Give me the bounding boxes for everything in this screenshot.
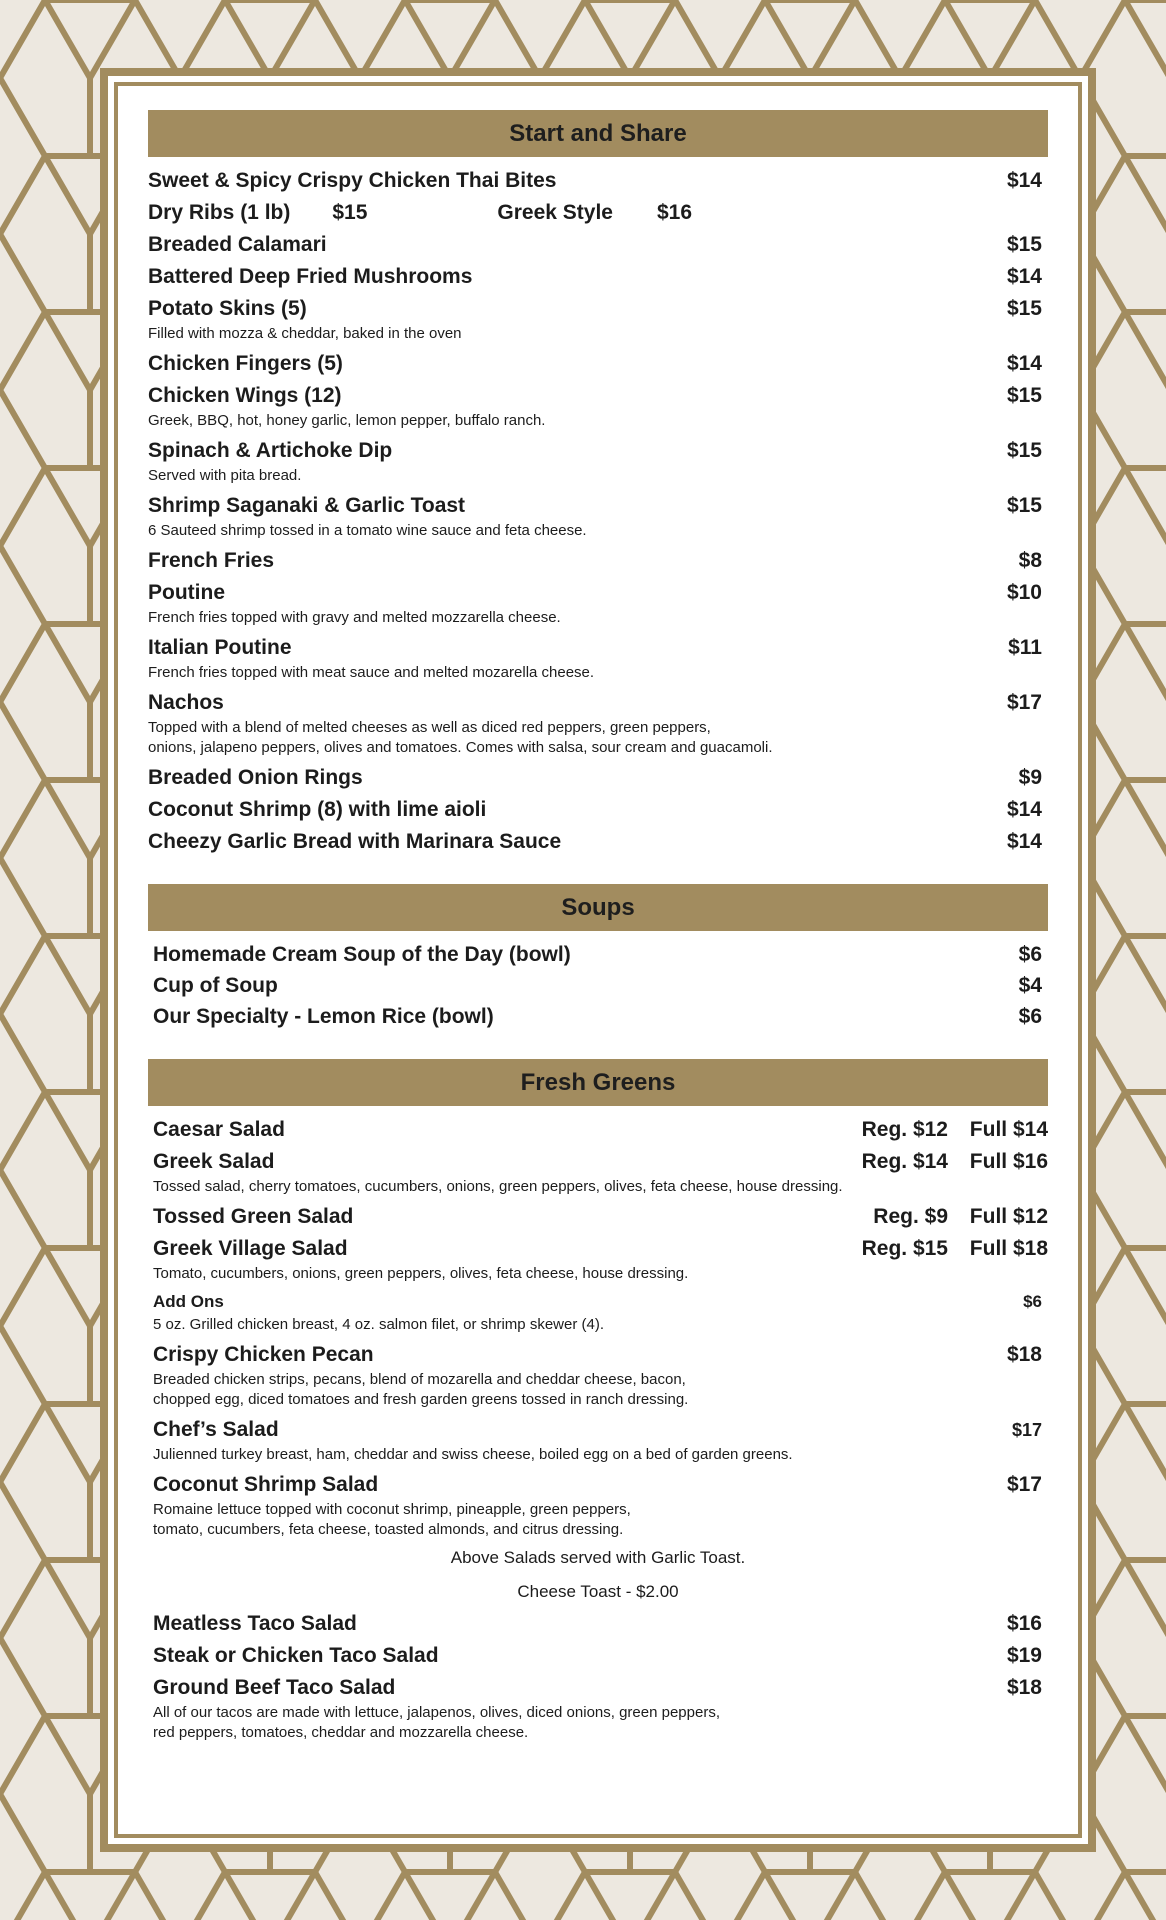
item-price-full: Full $14 bbox=[969, 1118, 1048, 1141]
item-price: $16 bbox=[1006, 1612, 1042, 1635]
menu-content bbox=[148, 110, 1048, 1751]
item-description-line: red peppers, tomatoes, cheddar and mozzarella cheese. bbox=[153, 1724, 529, 1741]
item-price: $9 bbox=[1018, 766, 1042, 789]
item-description: Filled with mozza & cheddar, baked in the oven bbox=[148, 325, 462, 342]
item-price: $19 bbox=[1006, 1644, 1042, 1667]
item-price: $6 bbox=[1023, 1292, 1042, 1311]
item-price-full: Full $16 bbox=[969, 1150, 1048, 1173]
item-variant-price: $16 bbox=[656, 201, 693, 224]
item-price-regular: Reg. $12 bbox=[861, 1118, 948, 1141]
item-name: Our Specialty - Lemon Rice (bowl) bbox=[153, 1005, 494, 1028]
item-price: $17 bbox=[1006, 691, 1042, 714]
item-description-line: onions, jalapeno peppers, olives and tomatoes. Comes with salsa, sour cream and guacamoli. bbox=[148, 739, 773, 756]
item-price: $15 bbox=[1006, 297, 1042, 320]
item-description-line: Breaded chicken strips, pecans, blend of mozarella and cheddar cheese, bacon, bbox=[153, 1371, 686, 1388]
item-name: Crispy Chicken Pecan bbox=[153, 1343, 374, 1366]
item-description: French fries topped with gravy and melted mozzarella cheese. bbox=[148, 609, 561, 626]
item-name: Meatless Taco Salad bbox=[153, 1612, 357, 1635]
menu-item bbox=[148, 1676, 1048, 1743]
item-price-regular: Reg. $14 bbox=[861, 1150, 948, 1173]
menu-item bbox=[148, 581, 1048, 628]
section-header-soups: Soups bbox=[148, 884, 1048, 931]
item-description: French fries topped with meat sauce and melted mozarella cheese. bbox=[148, 664, 595, 681]
item-description bbox=[148, 718, 1048, 758]
item-price-regular: Reg. $9 bbox=[873, 1205, 948, 1228]
item-name: Ground Beef Taco Salad bbox=[153, 1676, 396, 1699]
menu-item bbox=[148, 1612, 1048, 1636]
menu-item bbox=[148, 974, 1048, 998]
item-name: Steak or Chicken Taco Salad bbox=[153, 1644, 439, 1667]
item-name: Greek Village Salad bbox=[153, 1237, 348, 1260]
menu-item bbox=[148, 766, 1048, 790]
item-name: Coconut Shrimp (8) with lime aioli bbox=[148, 798, 487, 821]
item-name: Cheezy Garlic Bread with Marinara Sauce bbox=[148, 830, 562, 853]
menu-item bbox=[148, 636, 1048, 683]
item-description bbox=[153, 1500, 1048, 1540]
item-name: Coconut Shrimp Salad bbox=[153, 1473, 379, 1496]
item-name: Chicken Wings (12) bbox=[148, 384, 342, 407]
item-description-line: All of our tacos are made with lettuce, jalapenos, olives, diced onions, green peppers, bbox=[153, 1704, 720, 1721]
item-price: $17 bbox=[1011, 1420, 1042, 1440]
menu-item bbox=[148, 1150, 1048, 1197]
item-price: $11 bbox=[1008, 636, 1042, 659]
salad-note: Above Salads served with Garlic Toast. bbox=[450, 1548, 746, 1567]
item-price: $18 bbox=[1006, 1676, 1042, 1699]
item-description-line: chopped egg, diced tomatoes and fresh garden greens tossed in ranch dressing. bbox=[153, 1391, 689, 1408]
item-name: Greek Salad bbox=[153, 1150, 275, 1173]
item-price: $15 bbox=[1006, 439, 1042, 462]
menu-item bbox=[148, 297, 1048, 344]
item-price: $4 bbox=[1018, 974, 1042, 997]
item-price-regular: Reg. $15 bbox=[861, 1237, 948, 1260]
item-price-full: Full $12 bbox=[969, 1205, 1048, 1228]
item-description: 6 Sauteed shrimp tossed in a tomato wine sauce and feta cheese. bbox=[148, 522, 587, 539]
menu-item bbox=[148, 1644, 1048, 1668]
item-name: Tossed Green Salad bbox=[153, 1205, 354, 1228]
item-price: $18 bbox=[1006, 1343, 1042, 1366]
item-price: $15 bbox=[1006, 233, 1042, 256]
cheese-toast-note: Cheese Toast - $2.00 bbox=[517, 1582, 679, 1601]
item-price: $6 bbox=[1018, 943, 1042, 966]
menu-item bbox=[148, 549, 1048, 573]
menu-item bbox=[148, 201, 1048, 225]
item-price: $14 bbox=[1006, 265, 1042, 288]
item-name: French Fries bbox=[148, 549, 275, 572]
item-price: $14 bbox=[1006, 830, 1042, 853]
item-description bbox=[153, 1703, 1048, 1743]
item-name: Italian Poutine bbox=[148, 636, 292, 659]
item-name: Chef’s Salad bbox=[153, 1418, 279, 1441]
item-name: Cup of Soup bbox=[153, 974, 278, 997]
menu-item bbox=[148, 233, 1048, 257]
menu-item bbox=[148, 943, 1048, 967]
item-price: $15 bbox=[332, 201, 368, 224]
item-name: Breaded Calamari bbox=[148, 233, 327, 256]
menu-item bbox=[148, 691, 1048, 758]
item-price: $17 bbox=[1006, 1473, 1042, 1496]
item-name: Spinach & Artichoke Dip bbox=[148, 439, 393, 462]
menu-item bbox=[148, 798, 1048, 822]
item-price: $14 bbox=[1006, 352, 1042, 375]
item-name: Shrimp Saganaki & Garlic Toast bbox=[148, 494, 466, 517]
item-price: $10 bbox=[1006, 581, 1042, 604]
item-name: Sweet & Spicy Crispy Chicken Thai Bites bbox=[148, 169, 557, 192]
item-name: Breaded Onion Rings bbox=[148, 766, 363, 789]
menu-item bbox=[148, 830, 1048, 854]
menu-item bbox=[148, 1005, 1048, 1029]
item-name: Battered Deep Fried Mushrooms bbox=[148, 265, 473, 288]
menu-item bbox=[148, 494, 1048, 541]
item-name: Chicken Fingers (5) bbox=[148, 352, 343, 375]
item-price: $15 bbox=[1006, 384, 1042, 407]
item-description: Tossed salad, cherry tomatoes, cucumbers, onions, green peppers, olives, feta cheese, house dressing. bbox=[153, 1178, 843, 1195]
menu-item bbox=[148, 352, 1048, 376]
item-name: Poutine bbox=[148, 581, 225, 604]
item-description: 5 oz. Grilled chicken breast, 4 oz. salmon filet, or shrimp skewer (4). bbox=[153, 1316, 604, 1333]
menu-item bbox=[148, 1343, 1048, 1410]
item-description-line: tomato, cucumbers, feta cheese, toasted almonds, and citrus dressing. bbox=[153, 1521, 624, 1538]
item-name: Nachos bbox=[148, 691, 224, 714]
item-price-full: Full $18 bbox=[969, 1237, 1048, 1260]
menu-item bbox=[148, 169, 1048, 193]
item-description: Tomato, cucumbers, onions, green peppers, olives, feta cheese, house dressing. bbox=[153, 1265, 689, 1282]
item-price: $6 bbox=[1018, 1005, 1042, 1028]
menu-item bbox=[148, 265, 1048, 289]
item-name: Potato Skins (5) bbox=[148, 297, 307, 320]
item-name: Caesar Salad bbox=[153, 1118, 285, 1141]
item-description: Greek, BBQ, hot, honey garlic, lemon pepper, buffalo ranch. bbox=[148, 412, 546, 429]
item-name: Dry Ribs (1 lb) bbox=[148, 201, 291, 224]
item-name: Add Ons bbox=[153, 1292, 224, 1311]
item-description: Julienned turkey breast, ham, cheddar and swiss cheese, boiled egg on a bed of garden greens. bbox=[153, 1446, 793, 1463]
item-description: Served with pita bread. bbox=[148, 467, 302, 484]
section-header-start-and-share: Start and Share bbox=[148, 110, 1048, 157]
menu-item bbox=[148, 1418, 1048, 1465]
menu-item bbox=[148, 384, 1048, 431]
menu-item bbox=[148, 1118, 1048, 1142]
section-header-fresh-greens: Fresh Greens bbox=[148, 1059, 1048, 1106]
menu-item-add-ons bbox=[148, 1292, 1048, 1335]
menu-item bbox=[148, 439, 1048, 486]
item-description bbox=[153, 1370, 1048, 1410]
item-price: $8 bbox=[1018, 549, 1042, 572]
item-price: $15 bbox=[1006, 494, 1042, 517]
menu-item bbox=[148, 1237, 1048, 1284]
item-price: $14 bbox=[1006, 169, 1042, 192]
item-price: $14 bbox=[1006, 798, 1042, 821]
item-variant-name: Greek Style bbox=[497, 201, 613, 224]
item-description-line: Topped with a blend of melted cheeses as well as diced red peppers, green peppers, bbox=[148, 719, 711, 736]
menu-item bbox=[148, 1205, 1048, 1229]
menu-item bbox=[148, 1473, 1048, 1540]
item-description-line: Romaine lettuce topped with coconut shrimp, pineapple, green peppers, bbox=[153, 1501, 631, 1518]
item-name: Homemade Cream Soup of the Day (bowl) bbox=[153, 943, 571, 966]
